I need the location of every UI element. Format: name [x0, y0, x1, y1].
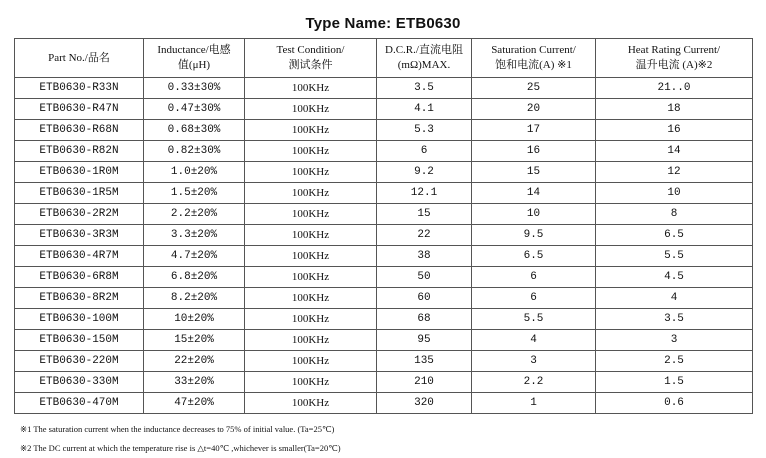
table-row: [15, 99, 753, 120]
cell-part-no: ETB0630-100M: [15, 309, 144, 330]
cell-saturation-current: 15: [472, 162, 596, 183]
cell-inductance: 0.33±30%: [144, 78, 245, 99]
cell-inductance: 47±20%: [144, 393, 245, 414]
cell-test-condition: 100KHz: [245, 78, 377, 99]
cell-dcr: 38: [377, 246, 472, 267]
cell-inductance: 3.3±20%: [144, 225, 245, 246]
footnote-2: ※2 The DC current at which the temperature rise is △t=40℃ ,whichever is smaller(Ta=20℃): [20, 443, 341, 453]
cell-heat-rating-current: 1.5: [596, 372, 753, 393]
table-row: [15, 78, 753, 99]
cell-dcr: 210: [377, 372, 472, 393]
cell-inductance: 8.2±20%: [144, 288, 245, 309]
cell-heat-rating-current: 18: [596, 99, 753, 120]
cell-part-no: ETB0630-330M: [15, 372, 144, 393]
cell-part-no: ETB0630-8R2M: [15, 288, 144, 309]
header-row: [15, 39, 753, 78]
cell-heat-rating-current: 14: [596, 141, 753, 162]
cell-part-no: ETB0630-4R7M: [15, 246, 144, 267]
table-row: [15, 246, 753, 267]
cell-dcr: 4.1: [377, 99, 472, 120]
cell-part-no: ETB0630-R47N: [15, 99, 144, 120]
cell-dcr: 22: [377, 225, 472, 246]
cell-dcr: 95: [377, 330, 472, 351]
footnote-1: ※1 The saturation current when the inductance decreases to 75% of initial value. (Ta=25℃): [20, 424, 335, 434]
cell-heat-rating-current: 21..0: [596, 78, 753, 99]
cell-dcr: 68: [377, 309, 472, 330]
cell-test-condition: 100KHz: [245, 204, 377, 225]
cell-inductance: 1.5±20%: [144, 183, 245, 204]
cell-inductance: 0.68±30%: [144, 120, 245, 141]
cell-heat-rating-current: 5.5: [596, 246, 753, 267]
cell-dcr: 50: [377, 267, 472, 288]
cell-heat-rating-current: 0.6: [596, 393, 753, 414]
cell-test-condition: 100KHz: [245, 246, 377, 267]
cell-inductance: 0.82±30%: [144, 141, 245, 162]
cell-heat-rating-current: 16: [596, 120, 753, 141]
cell-heat-rating-current: 3.5: [596, 309, 753, 330]
cell-saturation-current: 10: [472, 204, 596, 225]
header-heat-rating-current: Heat Rating Current/ 温升电流 (A)※2: [596, 39, 753, 78]
table-row: [15, 162, 753, 183]
cell-saturation-current: 3: [472, 351, 596, 372]
cell-saturation-current: 1: [472, 393, 596, 414]
cell-saturation-current: 6: [472, 267, 596, 288]
table-row: [15, 309, 753, 330]
table-row: [15, 225, 753, 246]
footnotes: [20, 420, 341, 458]
table-row: [15, 372, 753, 393]
header-dcr: D.C.R./直流电阻 (mΩ)MAX.: [377, 39, 472, 78]
cell-heat-rating-current: 8: [596, 204, 753, 225]
cell-test-condition: 100KHz: [245, 120, 377, 141]
cell-test-condition: 100KHz: [245, 162, 377, 183]
cell-inductance: 4.7±20%: [144, 246, 245, 267]
cell-test-condition: 100KHz: [245, 288, 377, 309]
cell-saturation-current: 6.5: [472, 246, 596, 267]
cell-inductance: 22±20%: [144, 351, 245, 372]
cell-heat-rating-current: 3: [596, 330, 753, 351]
cell-test-condition: 100KHz: [245, 330, 377, 351]
cell-heat-rating-current: 2.5: [596, 351, 753, 372]
cell-dcr: 5.3: [377, 120, 472, 141]
cell-inductance: 1.0±20%: [144, 162, 245, 183]
cell-part-no: ETB0630-150M: [15, 330, 144, 351]
cell-dcr: 320: [377, 393, 472, 414]
cell-saturation-current: 16: [472, 141, 596, 162]
cell-dcr: 9.2: [377, 162, 472, 183]
header-saturation-current: Saturation Current/ 饱和电流(A) ※1: [472, 39, 596, 78]
page-title: Type Name: ETB0630: [305, 15, 461, 32]
cell-part-no: ETB0630-6R8M: [15, 267, 144, 288]
table-row: [15, 393, 753, 414]
cell-inductance: 15±20%: [144, 330, 245, 351]
spec-table: [14, 38, 753, 414]
cell-part-no: ETB0630-R68N: [15, 120, 144, 141]
cell-part-no: ETB0630-220M: [15, 351, 144, 372]
table-row: [15, 120, 753, 141]
cell-part-no: ETB0630-1R0M: [15, 162, 144, 183]
cell-saturation-current: 2.2: [472, 372, 596, 393]
header-inductance: Inductance/电感 值(μH): [144, 39, 245, 78]
cell-heat-rating-current: 12: [596, 162, 753, 183]
cell-heat-rating-current: 4.5: [596, 267, 753, 288]
cell-inductance: 2.2±20%: [144, 204, 245, 225]
cell-heat-rating-current: 6.5: [596, 225, 753, 246]
cell-test-condition: 100KHz: [245, 309, 377, 330]
cell-dcr: 135: [377, 351, 472, 372]
cell-test-condition: 100KHz: [245, 267, 377, 288]
cell-part-no: ETB0630-R33N: [15, 78, 144, 99]
cell-test-condition: 100KHz: [245, 183, 377, 204]
cell-part-no: ETB0630-3R3M: [15, 225, 144, 246]
cell-test-condition: 100KHz: [245, 372, 377, 393]
cell-dcr: 60: [377, 288, 472, 309]
cell-part-no: ETB0630-R82N: [15, 141, 144, 162]
cell-inductance: 6.8±20%: [144, 267, 245, 288]
cell-saturation-current: 20: [472, 99, 596, 120]
cell-test-condition: 100KHz: [245, 99, 377, 120]
header-part-no: Part No./品名: [15, 39, 144, 78]
table-row: [15, 204, 753, 225]
cell-inductance: 33±20%: [144, 372, 245, 393]
cell-test-condition: 100KHz: [245, 393, 377, 414]
cell-part-no: ETB0630-1R5M: [15, 183, 144, 204]
cell-part-no: ETB0630-2R2M: [15, 204, 144, 225]
table-row: [15, 288, 753, 309]
cell-dcr: 6: [377, 141, 472, 162]
cell-test-condition: 100KHz: [245, 141, 377, 162]
cell-test-condition: 100KHz: [245, 351, 377, 372]
cell-saturation-current: 9.5: [472, 225, 596, 246]
cell-heat-rating-current: 4: [596, 288, 753, 309]
table-row: [15, 351, 753, 372]
cell-saturation-current: 5.5: [472, 309, 596, 330]
cell-saturation-current: 17: [472, 120, 596, 141]
cell-inductance: 10±20%: [144, 309, 245, 330]
cell-saturation-current: 4: [472, 330, 596, 351]
cell-saturation-current: 6: [472, 288, 596, 309]
cell-dcr: 12.1: [377, 183, 472, 204]
table-row: [15, 330, 753, 351]
table-row: [15, 183, 753, 204]
cell-heat-rating-current: 10: [596, 183, 753, 204]
cell-dcr: 15: [377, 204, 472, 225]
cell-test-condition: 100KHz: [245, 225, 377, 246]
table-row: [15, 267, 753, 288]
table-row: [15, 141, 753, 162]
cell-inductance: 0.47±30%: [144, 99, 245, 120]
cell-saturation-current: 14: [472, 183, 596, 204]
cell-saturation-current: 25: [472, 78, 596, 99]
cell-part-no: ETB0630-470M: [15, 393, 144, 414]
header-test-condition: Test Condition/ 测试条件: [245, 39, 377, 78]
cell-dcr: 3.5: [377, 78, 472, 99]
